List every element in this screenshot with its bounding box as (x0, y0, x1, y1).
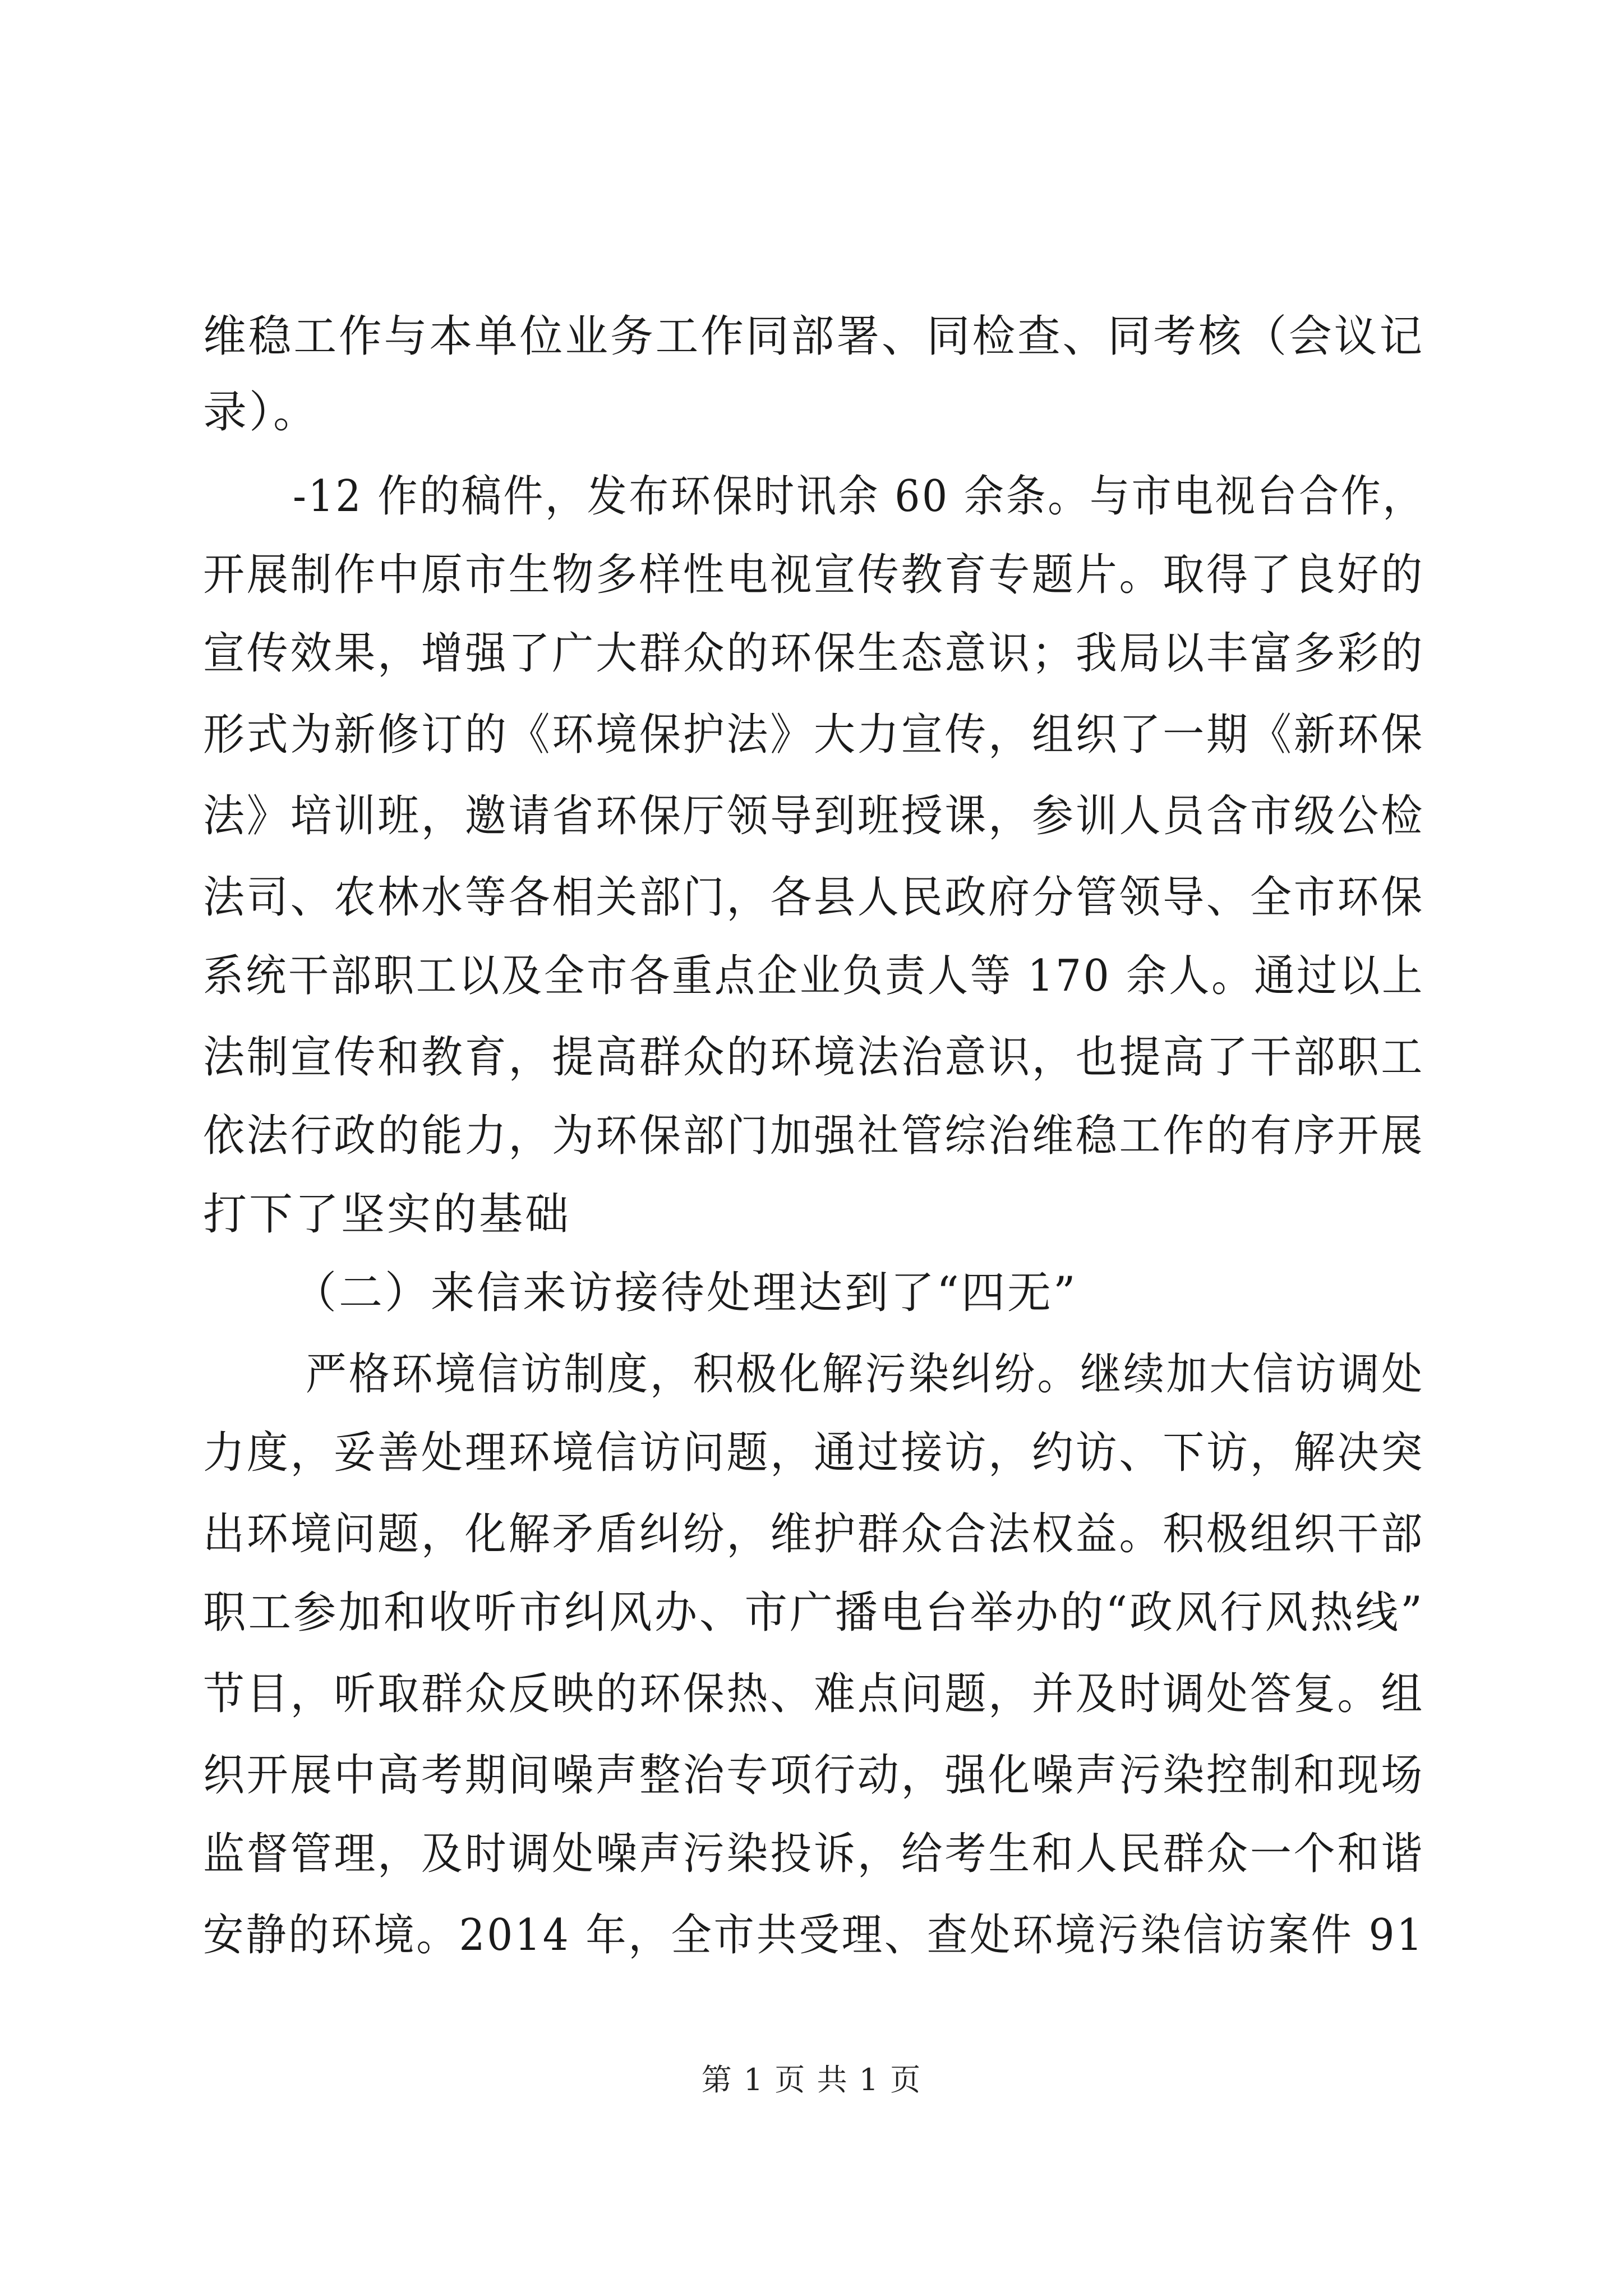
text-line: 严格环境信访制度，积极化解污染纠纷。继续加大信访调处 (306, 1349, 1424, 1400)
text-line: 开展制作中原市生物多样性电视宣传教育专题片。取得了良好的 (203, 550, 1424, 600)
text-line: 打下了坚实的基础 (203, 1189, 571, 1240)
text-line: 法司、农林水等各相关部门，各县人民政府分管领导、全市环保 (203, 872, 1424, 923)
text-line: -12 作的稿件，发布环保时讯余 60 余条。与市电视台合作， (293, 471, 1424, 522)
text-line: 织开展中高考期间噪声整治专项行动，强化噪声污染控制和现场 (203, 1750, 1424, 1801)
text-line: 出环境问题，化解矛盾纠纷，维护群众合法权益。积极组织干部 (203, 1509, 1424, 1559)
page-number-footer: 第 1 页 共 1 页 (701, 2062, 922, 2097)
text-line: 依法行政的能力，为环保部门加强社管综治维稳工作的有序开展 (203, 1111, 1424, 1161)
text-line: 维稳工作与本单位业务工作同部署、同检查、同考核（会议记 (203, 311, 1424, 362)
text-line: 节目，听取群众反映的环保热、难点问题，并及时调处答复。组 (203, 1669, 1424, 1719)
section-heading: （二）来信来访接待处理达到了“四无” (293, 1268, 1078, 1318)
text-line: 录）。 (203, 387, 320, 438)
text-line: 法》培训班，邀请省环保厅领导到班授课，参训人员含市级公检 (203, 791, 1424, 841)
text-line: 安静的环境。2014 年，全市共受理、查处环境污染信访案件 91 (203, 1910, 1424, 1961)
text-line: 力度，妥善处理环境信访问题，通过接访，约访、下访，解决突 (203, 1428, 1424, 1478)
text-line: 法制宣传和教育，提高群众的环境法治意识，也提高了干部职工 (203, 1032, 1424, 1083)
text-line: 形式为新修订的《环境保护法》大力宣传，组织了一期《新环保 (203, 710, 1424, 760)
text-line: 职工参加和收听市纠风办、市广播电台举办的“政风行风热线” (203, 1588, 1424, 1638)
text-line: 宣传效果，增强了广大群众的环保生态意识；我局以丰富多彩的 (203, 628, 1424, 679)
text-line: 系统干部职工以及全市各重点企业负责人等 170 余人。通过以上 (203, 951, 1424, 1001)
text-line: 监督管理，及时调处噪声污染投诉，给考生和人民群众一个和谐 (203, 1829, 1424, 1879)
